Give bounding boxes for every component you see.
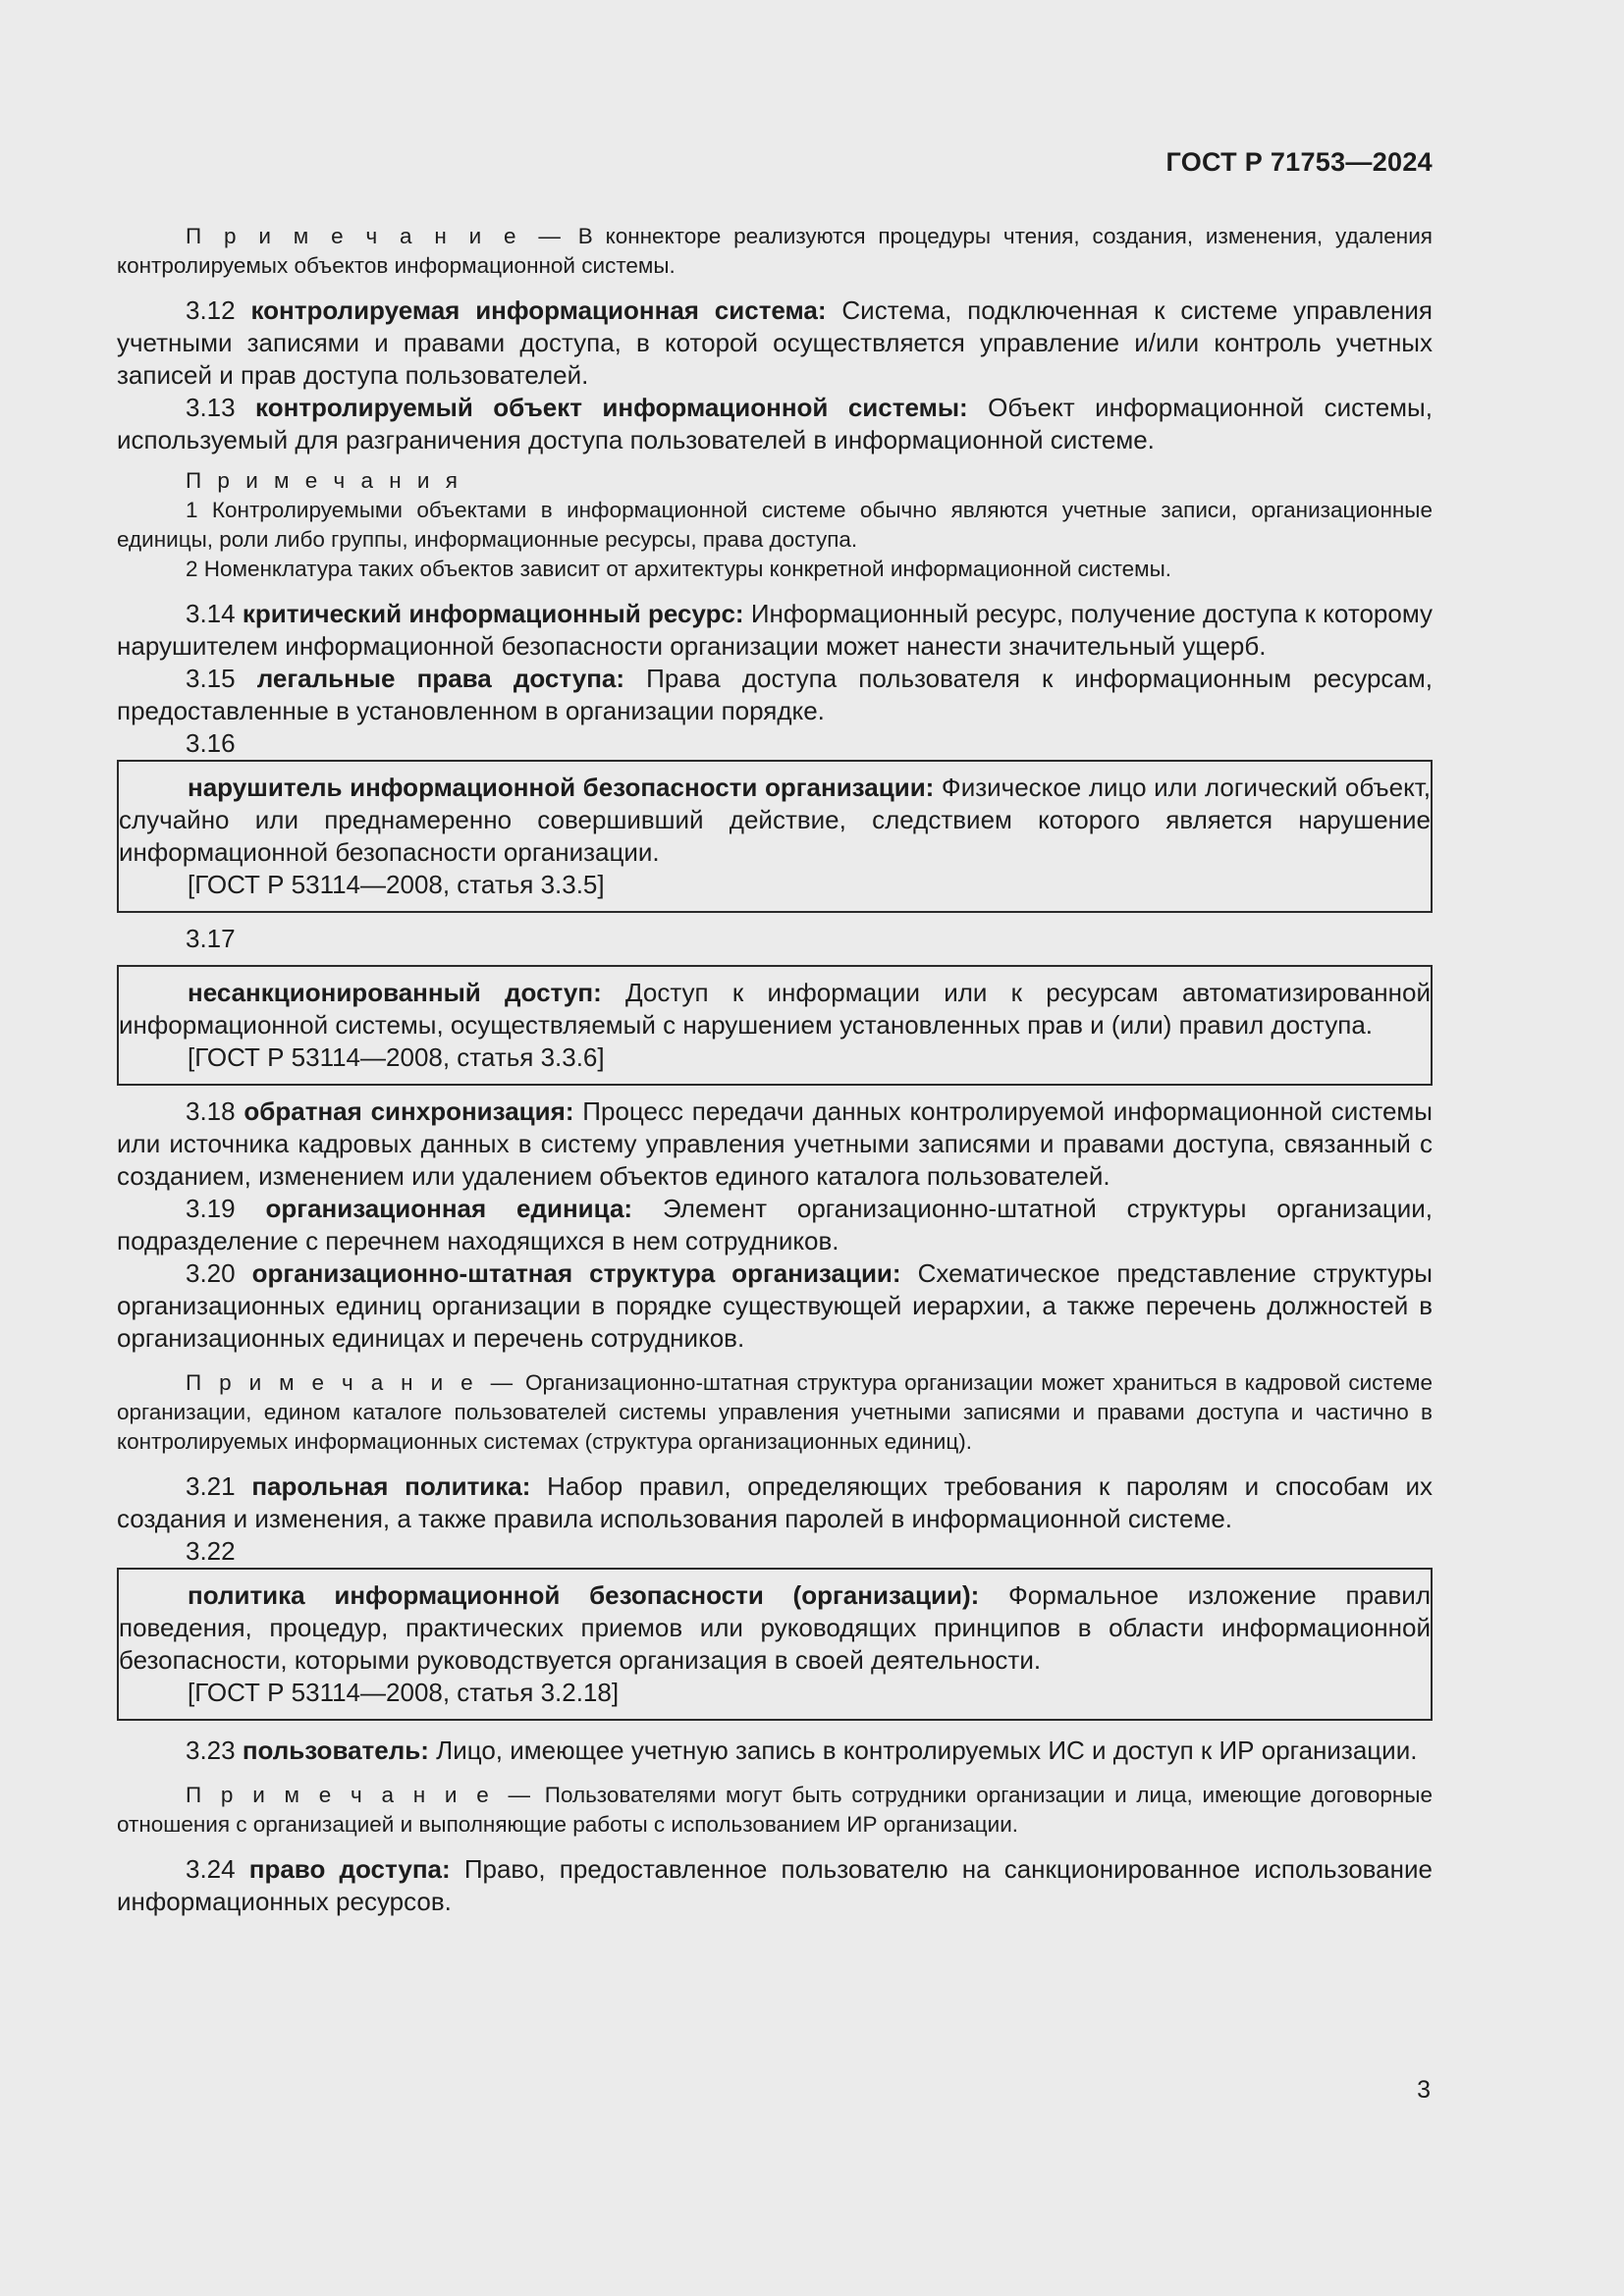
note-3-13-1: 1 Контролируемыми объектами в информационной системе обычно являются учетные записи, организационные единицы, роли либо группы, информационные ресурсы, права доступа.	[117, 498, 1433, 552]
term-3-17-box	[117, 965, 1433, 1086]
note-3-20: П р и м е ч а н и е — Организационно-штатная структура организации может храниться в кадровой системе организации, едином каталоге пользователей системы управления учетными записями и правами доступа и частично в контролируемых информационных системах (структура организационных единиц).	[117, 1370, 1433, 1454]
note-3-13-2: 2 Номенклатура таких объектов зависит от архитектуры конкретной информационной системы.	[186, 557, 1172, 581]
notes-heading: П р и м е ч а н и я	[186, 468, 462, 493]
term-3-22: политика информационной безопасности (организации): Формальное изложение правил поведения, процедур, практических приемов или руководящих принципов в области информационной безопасности, которыми руководствуется организация в своей деятельности.	[119, 1580, 1431, 1675]
term-3-21: 3.21 парольная политика: Набор правил, определяющих требования к паролям и способам их создания и изменения, а также правила использования паролей в информационной системе.	[117, 1471, 1433, 1533]
term-3-16-number: 3.16	[186, 728, 236, 758]
term-3-22-source: [ГОСТ Р 53114—2008, статья 3.2.18]	[188, 1678, 620, 1707]
note-3-23: П р и м е ч а н и е — Пользователями могут быть сотрудники организации и лица, имеющие договорные отношения с организацией и выполняющие работы с использованием ИР организации.	[117, 1783, 1433, 1837]
term-3-20: 3.20 организационно-штатная структура организации: Схематическое представление структуры организационных единиц организации в порядке существующей иерархии, а также перечень должностей в организационных единицах и перечень сотрудников.	[117, 1258, 1433, 1353]
term-3-22-box	[117, 1568, 1433, 1721]
document-header: ГОСТ Р 71753—2024	[1165, 147, 1433, 177]
term-3-24: 3.24 право доступа: Право, предоставленное пользователю на санкционированное использование информационных ресурсов.	[117, 1854, 1433, 1916]
term-3-18: 3.18 обратная синхронизация: Процесс передачи данных контролируемой информационной системы или источника кадровых данных в систему управления учетными записями и правами доступа, связанный с созданием, изменением или удалением объектов единого каталога пользователей.	[117, 1096, 1433, 1191]
term-3-14: 3.14 критический информационный ресурс: Информационный ресурс, получение доступа к которому нарушителем информационной безопасности организации может нанести значительный ущерб.	[117, 599, 1433, 661]
term-3-19: 3.19 организационная единица: Элемент организационно-штатной структуры организации, подразделение с перечнем находящихся в нем сотрудников.	[117, 1194, 1433, 1255]
term-3-22-number: 3.22	[186, 1536, 236, 1566]
term-3-17-source: [ГОСТ Р 53114—2008, статья 3.3.6]	[188, 1042, 605, 1072]
term-3-17-number: 3.17	[186, 924, 236, 953]
term-3-12: 3.12 контролируемая информационная система: Система, подключенная к системе управления учетными записями и правами доступа, в которой осуществляется управление и/или контроль учетных записей и прав доступа пользователей.	[117, 295, 1433, 390]
term-3-16-box	[117, 760, 1433, 913]
page-number: 3	[1417, 2076, 1431, 2104]
term-3-15: 3.15 легальные права доступа: Права доступа пользователя к информационным ресурсам, предоставленные в установленном в организации порядке.	[117, 664, 1433, 725]
term-3-13: 3.13 контролируемый объект информационной системы: Объект информационной системы, используемый для разграничения доступа пользователей в информационной системе.	[117, 393, 1433, 454]
note-connector: П р и м е ч а н и е — В коннекторе реализуются процедуры чтения, создания, изменения, удаления контролируемых объектов информационной системы.	[117, 224, 1433, 278]
document-content	[117, 222, 1433, 1918]
term-3-16-source: [ГОСТ Р 53114—2008, статья 3.3.5]	[188, 870, 605, 899]
term-3-23: 3.23 пользователь: Лицо, имеющее учетную запись в контролируемых ИС и доступ к ИР организации.	[186, 1735, 1418, 1765]
term-3-17: несанкционированный доступ: Доступ к информации или к ресурсам автоматизированной информационной системы, осуществляемый с нарушением установленных прав и (или) правил доступа.	[119, 978, 1431, 1040]
term-3-16: нарушитель информационной безопасности организации: Физическое лицо или логический объект, случайно или преднамеренно совершивший действие, следствием которого является нарушение информационной безопасности организации.	[119, 773, 1431, 867]
